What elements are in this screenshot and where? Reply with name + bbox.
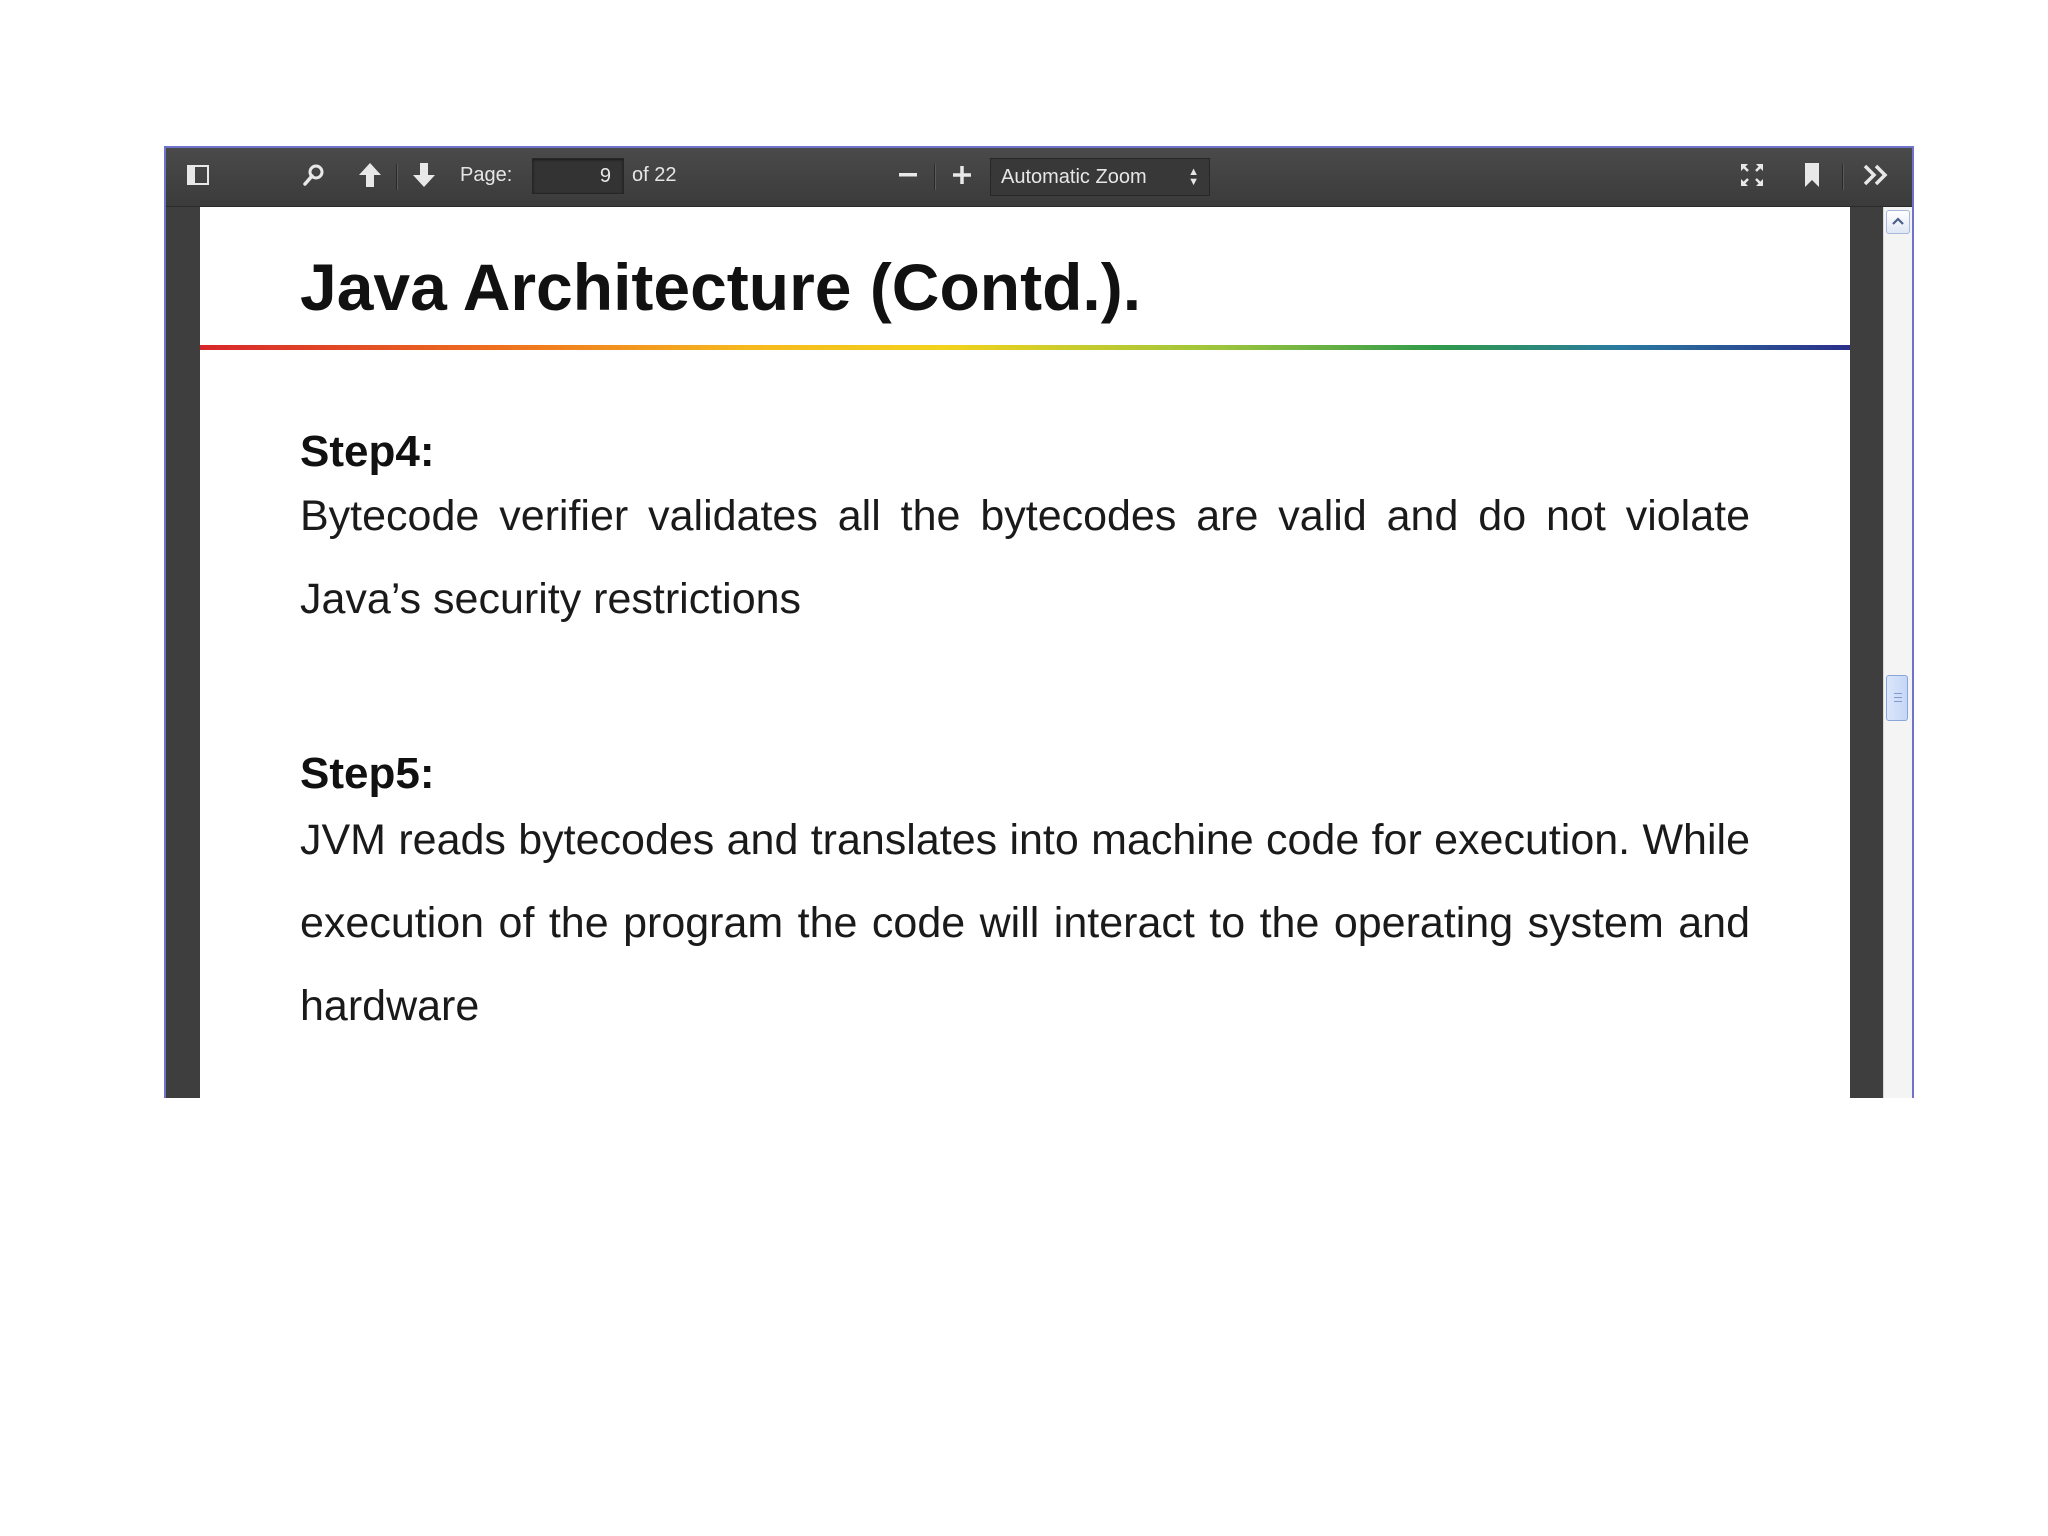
zoom-in-button[interactable] <box>944 160 980 194</box>
search-button[interactable] <box>296 160 332 194</box>
page-number-input[interactable] <box>532 158 624 194</box>
bookmark-icon <box>1802 162 1822 193</box>
scrollbar-thumb[interactable] <box>1886 675 1908 721</box>
zoom-select[interactable] <box>990 158 1210 196</box>
next-page-button[interactable] <box>406 160 442 194</box>
page-title: Java Architecture (Contd.). <box>300 250 1142 324</box>
page-total: of 22 <box>632 164 677 186</box>
arrow-up-icon <box>357 161 383 194</box>
step-text: Bytecode verifier validates all the bytecodes are valid and do not violate Java’s security restrictions <box>300 492 1750 623</box>
arrow-down-icon <box>411 161 437 194</box>
bookmark-button[interactable] <box>1794 160 1830 194</box>
chevron-up-icon <box>1891 213 1905 231</box>
minus-icon <box>898 165 918 190</box>
pdf-viewer-window <box>164 146 1914 1098</box>
fullscreen-button[interactable] <box>1734 160 1770 194</box>
sidebar-toggle-button[interactable] <box>180 160 216 194</box>
thumb-grip <box>1894 701 1902 702</box>
viewer-container[interactable] <box>166 207 1912 1098</box>
title-divider <box>200 345 1850 350</box>
page-label: Page: <box>460 164 513 186</box>
vertical-scrollbar[interactable] <box>1883 207 1912 1098</box>
pdf-page <box>200 207 1850 1098</box>
search-icon <box>302 163 326 192</box>
thumb-grip <box>1894 693 1902 694</box>
step-text: JVM reads bytecodes and translates into machine code for execution. While execution of the program the code will interact to the operating system and hardware <box>300 816 1750 1030</box>
toolbar-separator <box>1842 164 1843 190</box>
plus-icon <box>952 165 972 190</box>
double-chevron-right-icon <box>1862 163 1890 192</box>
pdf-toolbar <box>166 148 1912 207</box>
step-heading: Step4: <box>300 427 435 476</box>
fullscreen-icon <box>1739 162 1765 193</box>
zoom-select-value: Automatic Zoom <box>1001 165 1147 188</box>
scroll-up-button[interactable] <box>1886 210 1910 234</box>
tools-button[interactable] <box>1856 160 1896 194</box>
toolbar-separator <box>934 164 935 190</box>
toolbar-separator <box>396 164 397 190</box>
step-heading: Step5: <box>300 749 435 798</box>
sidebar-toggle-icon <box>186 163 210 192</box>
zoom-out-button[interactable] <box>890 160 926 194</box>
select-arrows-icon: ▲ ▼ <box>1188 166 1199 188</box>
thumb-grip <box>1894 697 1902 698</box>
previous-page-button[interactable] <box>352 160 388 194</box>
